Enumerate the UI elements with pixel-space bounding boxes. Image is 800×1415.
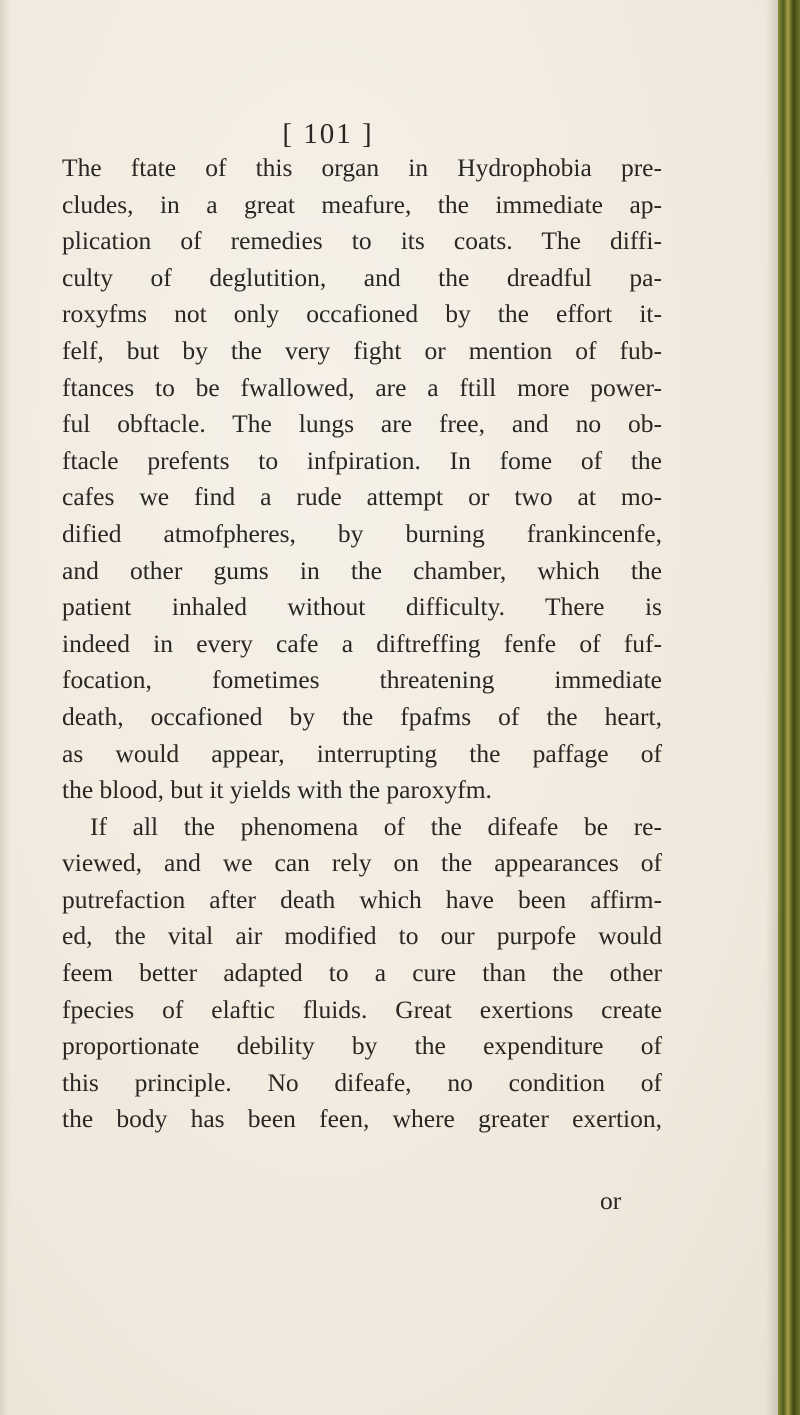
text-line: ful obftacle. The lungs are free, and no ob- — [62, 409, 662, 439]
text-line: ftances to be fwallowed, are a ftill more power- — [62, 372, 662, 402]
text-line: feem better adapted to a cure than the other — [62, 958, 662, 988]
text-line: this principle. No difeafe, no condition of — [62, 1067, 662, 1097]
text-line: roxyfms not only occafioned by the effort it- — [62, 299, 662, 329]
text-line: cludes, in a great meafure, the immediate ap- — [62, 189, 662, 219]
text-line: viewed, and we can rely on the appearances of — [62, 848, 662, 878]
page-edge — [0, 0, 10, 1415]
text-line: proportionate debility by the expenditure of — [62, 1031, 662, 1061]
text-line: death, occafioned by the fpafms of the heart, — [62, 701, 662, 731]
text-line: indeed in every cafe a diftreffing fenfe of fuf- — [62, 628, 662, 658]
text-line: ftacle prefents to infpiration. In fome of the — [62, 445, 662, 475]
body-text — [62, 150, 662, 1138]
gutter-shadow — [766, 0, 778, 1415]
text-line: as would appear, interrupting the paffage of — [62, 738, 662, 768]
text-line: If all the phenomena of the difeafe be re- — [90, 811, 662, 841]
text-line: ed, the vital air modified to our purpofe would — [62, 921, 662, 951]
page-number-header: [ 101 ] — [282, 118, 374, 150]
text-line: cafes we find a rude attempt or two at mo- — [62, 482, 662, 512]
text-line: fpecies of elaftic fluids. Great exertions create — [62, 994, 662, 1024]
text-line: dified atmofpheres, by burning frankincenfe, — [62, 518, 662, 548]
text-line: felf, but by the very fight or mention of fub- — [62, 335, 662, 365]
text-line: the body has been feen, where greater exertion, — [62, 1104, 662, 1134]
text-line: focation, fometimes threatening immediate — [62, 665, 662, 695]
text-line: and other gums in the chamber, which the — [62, 555, 662, 585]
text-line: culty of deglutition, and the dreadful pa- — [62, 262, 662, 292]
text-line: patient inhaled without difficulty. There is — [62, 592, 662, 622]
text-line: the blood, but it yields with the paroxyfm. — [62, 775, 492, 805]
text-line: putrefaction after death which have been affirm- — [62, 884, 662, 914]
book-spine — [778, 0, 800, 1415]
text-line: The ftate of this organ in Hydrophobia pre- — [62, 153, 662, 182]
text-line: plication of remedies to its coats. The diffi- — [62, 226, 662, 256]
catchword: or — [600, 1186, 622, 1215]
